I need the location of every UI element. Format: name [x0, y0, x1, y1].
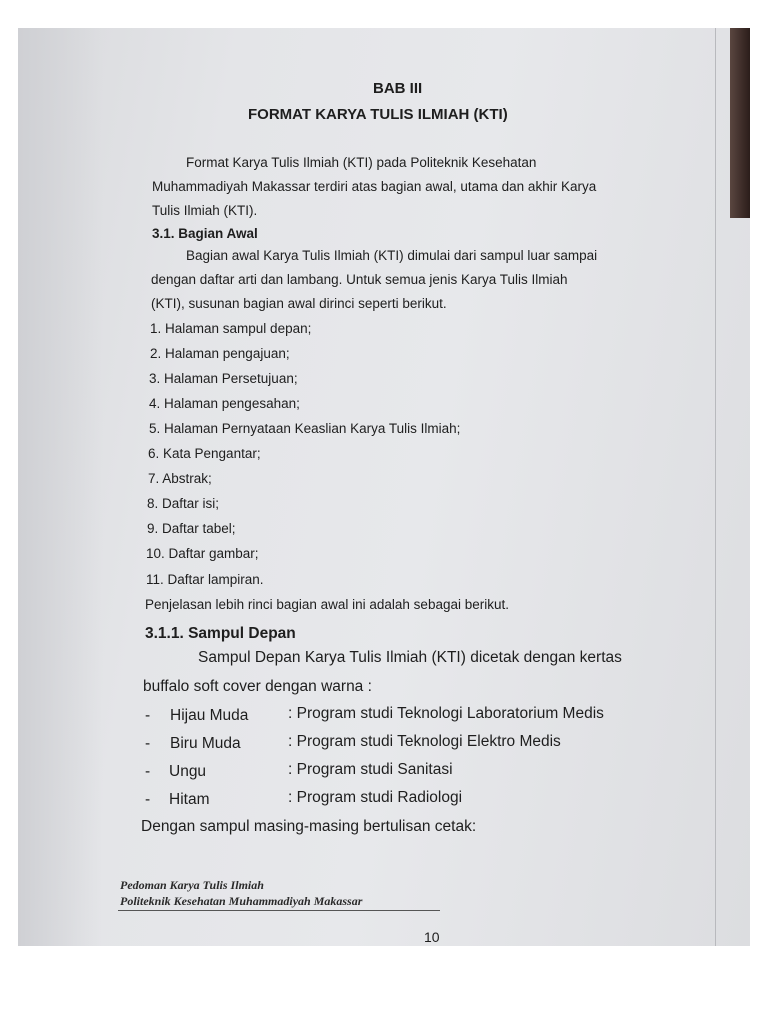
section-heading-3-1: 3.1. Bagian Awal: [152, 226, 258, 241]
list-item: 8. Daftar isi;: [147, 496, 220, 511]
section-3-1-line-3: (KTI), susunan bagian awal dirinci seperti berikut.: [151, 296, 447, 311]
list-item: 5. Halaman Pernyataan Keaslian Karya Tulis Ilmiah;: [149, 421, 461, 436]
page-number: 10: [424, 929, 440, 945]
intro-line-1: Format Karya Tulis Ilmiah (KTI) pada Politeknik Kesehatan: [186, 155, 537, 170]
color-dash: -: [145, 763, 151, 780]
section-3-1-line-1: Bagian awal Karya Tulis Ilmiah (KTI) dimulai dari sampul luar sampai: [186, 248, 598, 263]
intro-line-2: Muhammadiyah Makassar terdiri atas bagian awal, utama dan akhir Karya: [152, 179, 597, 194]
color-program: : Program studi Radiologi: [288, 789, 463, 806]
color-dash: -: [145, 791, 151, 808]
page-title: FORMAT KARYA TULIS ILMIAH (KTI): [248, 106, 508, 123]
closing-text: Dengan sampul masing-masing bertulisan cetak:: [141, 818, 477, 835]
color-name: Biru Muda: [170, 735, 241, 752]
list-item: 11. Daftar lampiran.: [146, 572, 264, 587]
color-program: : Program studi Teknologi Elektro Medis: [288, 733, 561, 750]
footer-line-1: Pedoman Karya Tulis Ilmiah: [120, 878, 264, 892]
intro-line-3: Tulis Ilmiah (KTI).: [152, 203, 258, 218]
color-name: Ungu: [169, 763, 207, 780]
list-item: 9. Daftar tabel;: [147, 521, 236, 536]
color-name: Hijau Muda: [170, 707, 249, 724]
list-item: 2. Halaman pengajuan;: [150, 346, 290, 361]
section-3-1-1-line-2: buffalo soft cover dengan warna :: [143, 678, 372, 695]
chapter-label: BAB III: [373, 80, 423, 97]
color-dash: -: [145, 707, 151, 724]
color-program: : Program studi Teknologi Laboratorium Medis: [288, 705, 604, 722]
color-program: : Program studi Sanitasi: [288, 761, 453, 778]
section-3-1-line-2: dengan daftar arti dan lambang. Untuk semua jenis Karya Tulis Ilmiah: [151, 272, 568, 287]
list-item: 10. Daftar gambar;: [146, 546, 259, 561]
color-name: Hitam: [169, 791, 210, 808]
list-item: 3. Halaman Persetujuan;: [149, 371, 298, 386]
list-item: 4. Halaman pengesahan;: [149, 396, 300, 411]
list-item: 1. Halaman sampul depan;: [150, 321, 312, 336]
explanation-text: Penjelasan lebih rinci bagian awal ini adalah sebagai berikut.: [145, 597, 509, 612]
list-item: 7. Abstrak;: [148, 471, 212, 486]
section-heading-3-1-1: 3.1.1. Sampul Depan: [145, 625, 296, 642]
section-3-1-1-line-1: Sampul Depan Karya Tulis Ilmiah (KTI) dicetak dengan kertas: [198, 649, 622, 666]
color-dash: -: [145, 735, 151, 752]
footer-line-2: Politeknik Kesehatan Muhammadiyah Makassar: [120, 894, 363, 908]
footer-rule: [118, 910, 440, 911]
list-item: 6. Kata Pengantar;: [148, 446, 261, 461]
